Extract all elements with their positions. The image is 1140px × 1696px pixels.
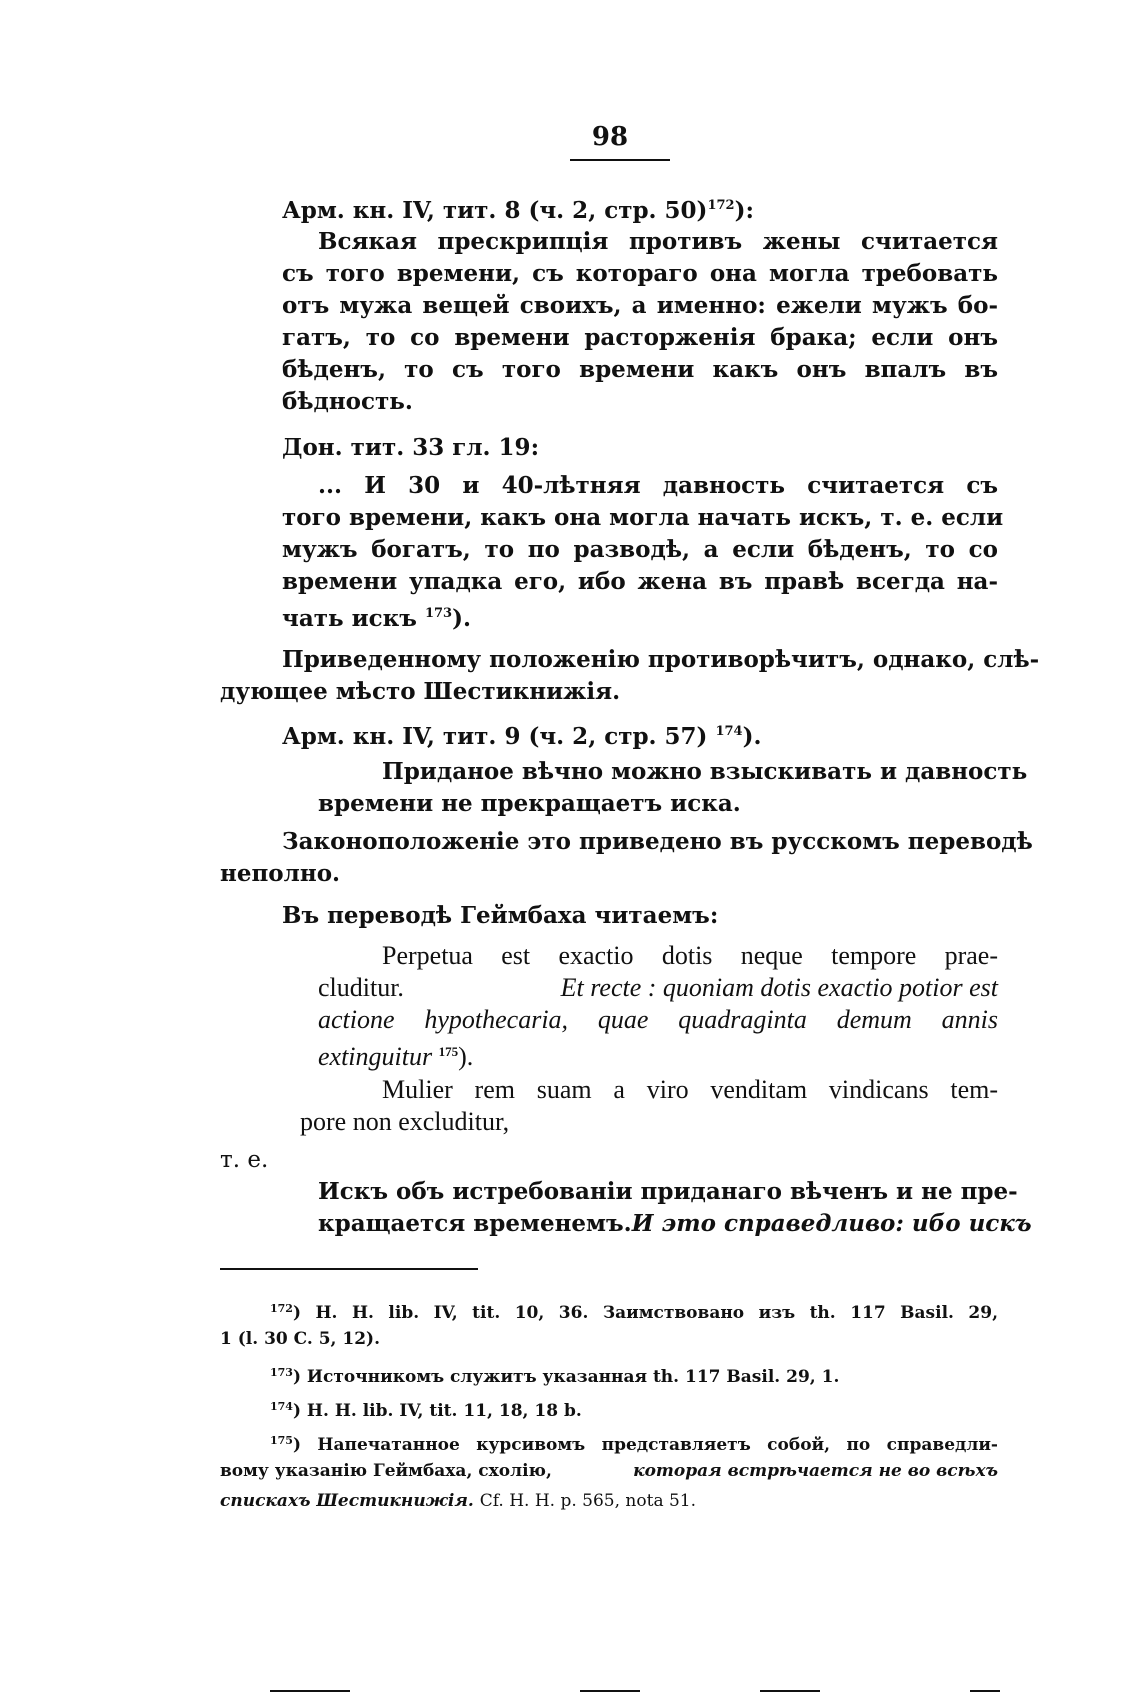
citation-line: Арм. кн. IV, тит. 9 (ч. 2, стр. 57) $^{174}$).: [282, 723, 762, 750]
quote-line: Приданое вѣчно можно взыскивать и давность: [382, 758, 1028, 785]
quote-line: отъ мужа вещей своихъ, а именно: ежели мужъ бо-: [282, 292, 998, 319]
quote-line: времени упадка его, ибо жена въ правѣ всегда на-: [282, 568, 998, 595]
quote-line: Всякая прескрипція противъ жены считается: [318, 228, 998, 255]
footnote-rule: [220, 1268, 478, 1270]
quote-line: чать искъ $^{173}$).: [282, 605, 471, 632]
latin-line: extinguitur $^{175}$).: [318, 1042, 474, 1071]
footnote-175: $^{175}$) Напечатанное курсивомъ представляетъ собой, по справедли-: [270, 1434, 998, 1455]
bottom-rule: [580, 1690, 640, 1692]
quote-line: бѣденъ, то съ того времени какъ онъ впалъ въ: [282, 356, 998, 383]
footnote-174: $^{174}$) Н. Н. lib. IV, tit. 11, 18, 18 b.: [270, 1400, 582, 1421]
translation-line: кращается временемъ. И это справедливо: ибо искъ: [318, 1210, 1032, 1237]
quote-line: мужъ богатъ, то по разводѣ, а если бѣденъ, то со: [282, 536, 998, 563]
footnote-173: $^{173}$) Источникомъ служитъ указанная th. 117 Basil. 29, 1.: [270, 1366, 840, 1387]
footnote-175-line2: вому указанію Геймбаха, схолію, которая встрѣчается не во всѣхъ: [220, 1461, 998, 1481]
paragraph-line: неполно.: [220, 860, 341, 887]
paragraph-line: дующее мѣсто Шестикнижія.: [220, 678, 621, 705]
quote-line: бѣдность.: [282, 388, 413, 415]
translation-line: Искъ объ истребованіи приданаго вѣченъ и не пре-: [318, 1178, 1018, 1205]
paragraph-line: Законоположеніе это приведено въ русскомъ переводѣ: [282, 828, 1033, 855]
latin-line: pore non excluditur,: [300, 1107, 510, 1136]
latin-line: Mulier rem suam a viro venditam vindicans tem-: [382, 1075, 998, 1104]
footnote-172: $^{172}$) Н. Н. lib. IV, tit. 10, 36. Заимствовано изъ th. 117 Basil. 29,: [270, 1302, 998, 1323]
latin-line: actione hypothecaria, quae quadraginta demum annis: [318, 1005, 998, 1034]
latin-line: Perpetua est exactio dotis neque tempore prae-: [382, 941, 998, 970]
quote-line: того времени, какъ она могла начать искъ, т. е. если: [282, 504, 1004, 531]
citation-line: Дон. тит. 33 гл. 19:: [282, 434, 540, 461]
page-number-rule: [570, 159, 670, 161]
bottom-rule: [760, 1690, 820, 1692]
quote-line: ... И 30 и 40-лѣтняя давность считается съ: [318, 472, 998, 499]
bottom-rule: [970, 1690, 1000, 1692]
page-number: 98: [591, 122, 629, 152]
quote-line: гатъ, то со времени расторженія брака; если онъ: [282, 324, 998, 351]
quote-line: съ того времени, съ котораго она могла требовать: [282, 260, 998, 287]
footnote-175-line3: спискахъ Шестикнижія. Cf. Н. Н. p. 565, nota 51.: [220, 1491, 697, 1511]
paragraph-line: Въ переводѣ Геймбаха читаемъ:: [282, 902, 719, 929]
footnote-172-cont: 1 (l. 30 C. 5, 12).: [220, 1329, 381, 1349]
latin-line: cluditur. Et recte : quoniam dotis exactio potior est: [318, 973, 998, 1002]
quote-line: времени не прекращаетъ иска.: [318, 790, 741, 817]
citation-line: Арм. кн. IV, тит. 8 (ч. 2, стр. 50)$^{172}$):: [282, 197, 754, 224]
bottom-rule: [270, 1690, 350, 1692]
abbreviation: т. е.: [220, 1147, 269, 1173]
paragraph-line: Приведенному положенію противорѣчитъ, однако, слѣ-: [282, 646, 1040, 673]
